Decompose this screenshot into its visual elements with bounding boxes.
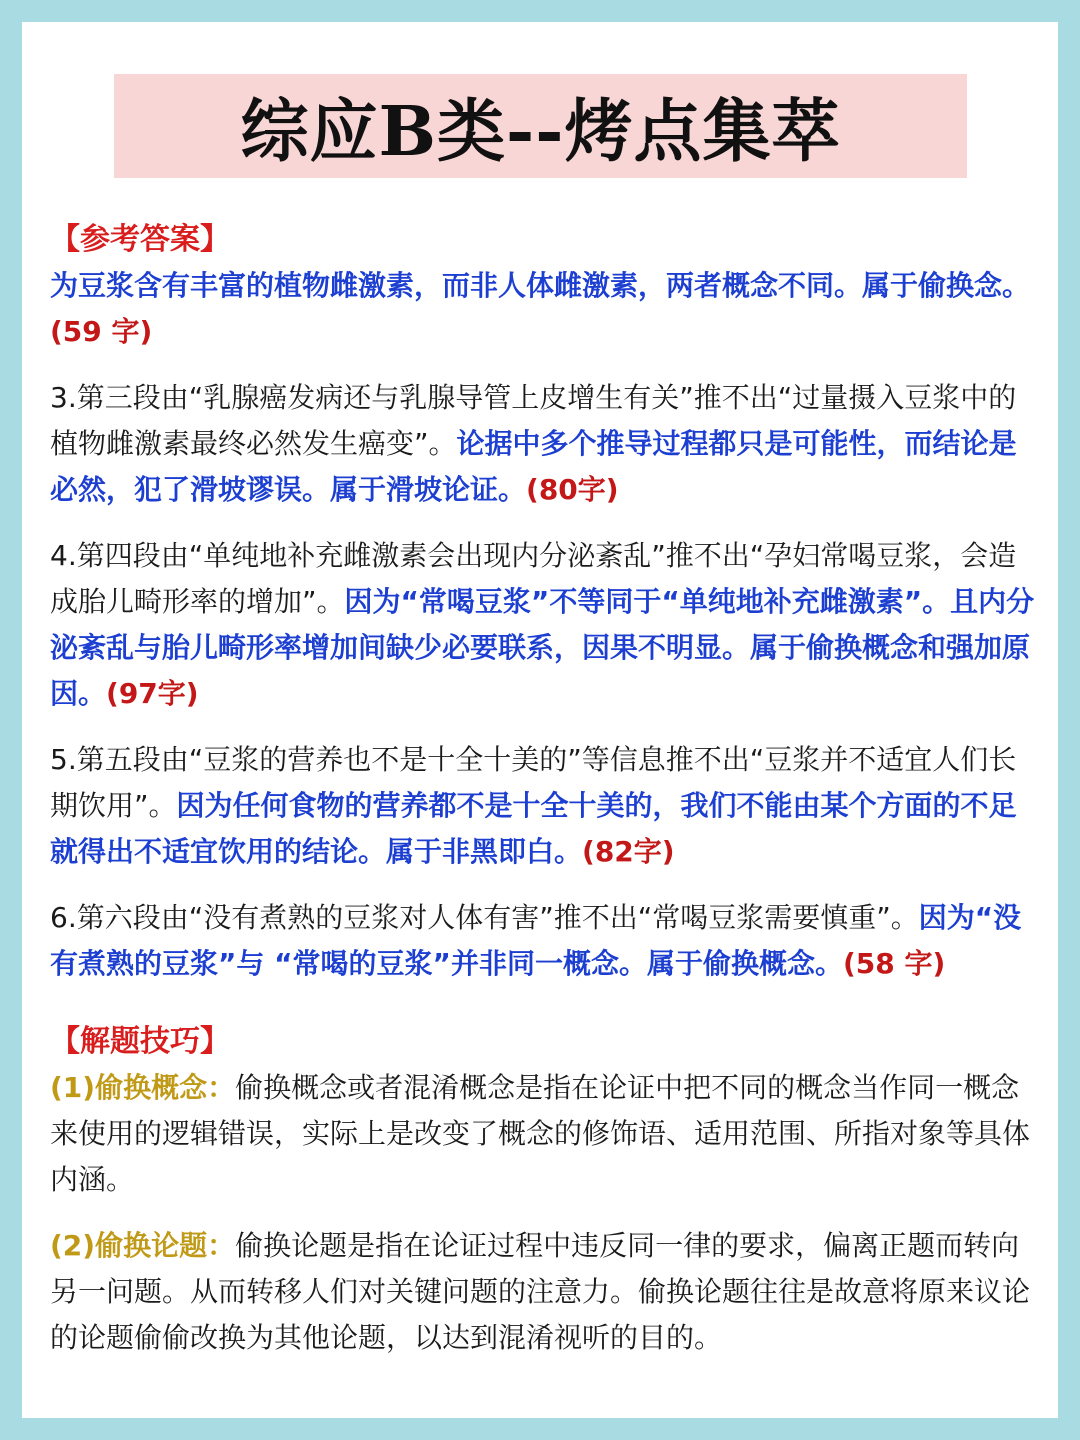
answer-item-count: (80字) <box>526 473 619 506</box>
tip-item-text: 偷换概念或者混淆概念是指在论证中把不同的概念当作同一概念来使用的逻辑错误，实际上是改变了概念的修饰语、适用范围、所指对象等具体内涵。 <box>50 1071 1031 1196</box>
answer-intro <box>50 263 1036 355</box>
main-content <box>50 217 1036 1381</box>
answer-item-analysis: 因为“没有煮熟的豆浆”与 “常喝的豆浆”并非同一概念。属于偷换概念。 <box>50 901 1022 980</box>
tip-item-label: (2)偷换论题： <box>50 1229 236 1262</box>
answer-item-plain: 5.第五段由“豆浆的营养也不是十全十美的”等信息推不出“豆浆并不适宜人们长期饮用”。 <box>50 743 1017 822</box>
answer-item-analysis: 因为“常喝豆浆”不等同于“单纯地补充雌激素”。且内分泌紊乱与胎儿畸形率增加间缺少必要联系，因果不明显。属于偷换概念和强加原因。 <box>50 585 1035 710</box>
answer-item-5 <box>50 737 1036 875</box>
answer-item-count: (82字) <box>582 835 675 868</box>
answer-section-heading: 【参考答案】 <box>50 222 230 257</box>
tip-item-text: 偷换论题是指在论证过程中违反同一律的要求，偏离正题而转向另一问题。从而转移人们对关键问题的注意力。偷换论题往往是故意将原来议论的论题偷偷改换为其他论题，以达到混淆视听的目的。 <box>50 1229 1031 1354</box>
tip-item-label: (1)偷换概念： <box>50 1071 236 1104</box>
answer-item-plain: 3.第三段由“乳腺癌发病还与乳腺导管上皮增生有关”推不出“过量摄入豆浆中的植物雌激素最终必然发生癌变”。 <box>50 381 1017 460</box>
answer-item-analysis: 论据中多个推导过程都只是可能性，而结论是必然，犯了滑坡谬误。属于滑坡论证。 <box>50 427 1017 506</box>
page-title: 综应B类--烤点集萃 <box>240 91 841 172</box>
answer-intro-text: 为豆浆含有丰富的植物雌激素，而非人体雌激素，两者概念不同。属于偷换念。 <box>50 269 1031 302</box>
answer-item-plain: 4.第四段由“单纯地补充雌激素会出现内分泌紊乱”推不出“孕妇常喝豆浆，会造成胎儿畸形率的增加”。 <box>50 539 1017 618</box>
answer-item-6 <box>50 895 1036 987</box>
answer-intro-count: (59 字) <box>50 315 153 348</box>
content-card <box>22 22 1058 1418</box>
title-band <box>114 74 967 178</box>
tips-section-heading: 【解题技巧】 <box>50 1024 230 1059</box>
answer-item-count: (58 字) <box>842 947 946 980</box>
answer-item-plain: 6.第六段由“没有煮熟的豆浆对人体有害”推不出“常喝豆浆需要慎重”。 <box>50 901 919 934</box>
tip-item-2 <box>50 1223 1036 1361</box>
answer-item-4 <box>50 533 1036 717</box>
answer-item-3 <box>50 375 1036 513</box>
answer-item-analysis: 因为任何食物的营养都不是十全十美的，我们不能由某个方面的不足就得出不适宜饮用的结论。属于非黑即白。 <box>50 789 1017 868</box>
tip-item-1 <box>50 1065 1036 1203</box>
answer-item-count: (97字) <box>106 677 199 710</box>
